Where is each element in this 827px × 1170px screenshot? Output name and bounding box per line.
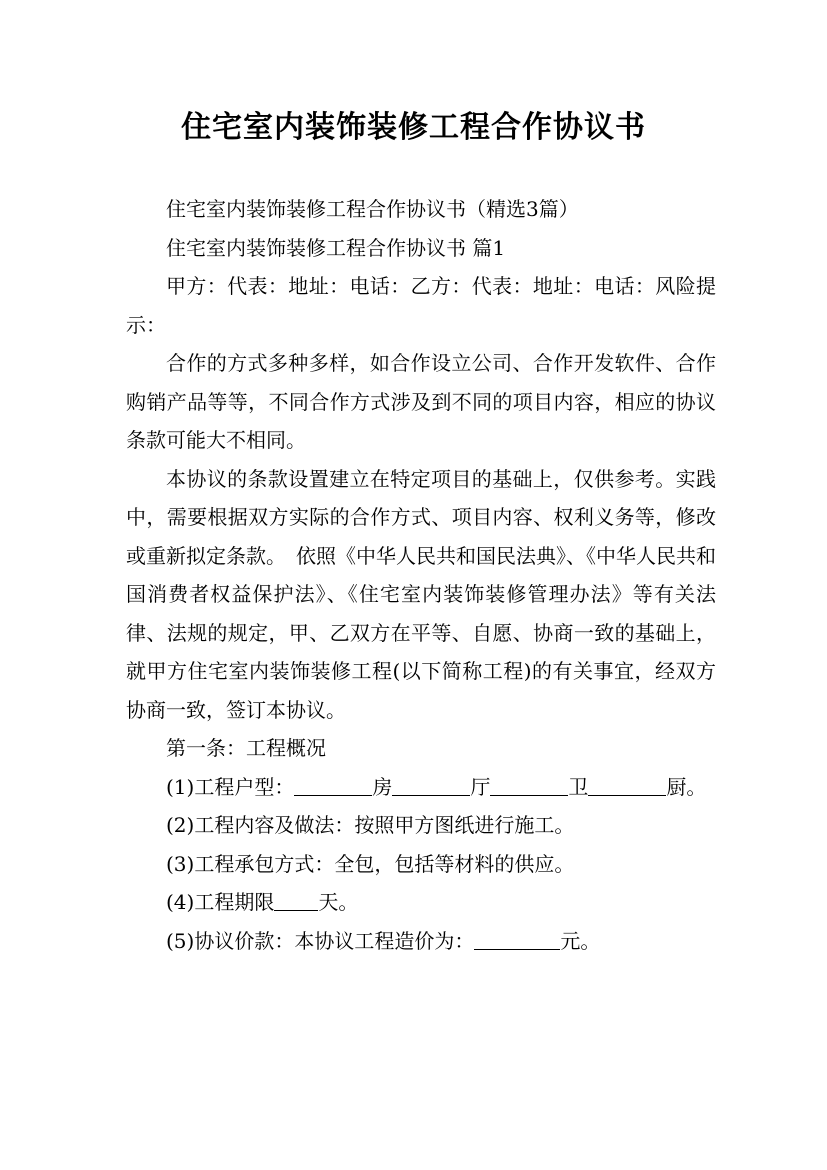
hall-label: 厅: [470, 774, 491, 799]
paragraph-article-one: 第一条：工程概况: [166, 736, 326, 760]
duration-unit: 天。: [318, 890, 359, 914]
kitchen-label: 厨。: [666, 774, 707, 799]
paragraph-cooperation-methods: 合作的方式多种多样，如合作设立公司、合作开发软件、合作购销产品等等，不同合作方式涉及到不同的项目内容，相应的协议条款可能大不相同。: [126, 351, 716, 452]
paragraph-section-heading: 住宅室内装饰装修工程合作协议书 篇1: [166, 235, 506, 260]
paragraph-duration: [126, 883, 716, 922]
room-blank: [294, 794, 372, 796]
duration-label: (4)工程期限: [166, 890, 275, 914]
paragraph-work-content: (2)工程内容及做法：按照甲方图纸进行施工。: [166, 813, 575, 837]
document-body: [126, 190, 716, 960]
paragraph-contract-mode: (3)工程承包方式：全包，包括等材料的供应。: [166, 851, 575, 876]
kitchen-blank: [588, 794, 666, 796]
paragraph-agreement-basis: 本协议的条款设置建立在特定项目的基础上，仅供参考。实践中，需要根据双方实际的合作方式、项目内容、权利义务等，修改或重新拟定条款。 依照《中华人民共和国民法典》、《中华人民共和国消费者权益保护法》、《住宅室内装饰装修管理办法》等有关法律、法规的规定，甲、乙双方在平等、自愿、协商一致的基础上，就甲方住宅室内装饰装修工程(以下简称工程)的有关事宜，经双方协商一致，签订本协议。: [126, 466, 716, 722]
bath-label: 卫: [568, 774, 589, 799]
paragraph-house-type: [126, 768, 716, 807]
house-type-label: (1)工程户型：: [166, 774, 295, 799]
paragraph-parties: 甲方：代表：地址：电话：乙方：代表：地址：电话：风险提示：: [126, 274, 716, 337]
hall-blank: [392, 794, 470, 796]
price-unit: 元。: [560, 928, 601, 953]
room-label: 房: [372, 774, 393, 799]
paragraph-price: [126, 922, 716, 961]
bath-blank: [490, 794, 568, 796]
price-label: (5)协议价款：本协议工程造价为：: [166, 928, 475, 953]
price-blank: [474, 948, 560, 950]
duration-blank: [274, 909, 318, 911]
document-title: 住宅室内装饰装修工程合作协议书: [181, 110, 646, 145]
paragraph-subtitle: 住宅室内装饰装修工程合作协议书（精选3篇）: [166, 197, 579, 221]
